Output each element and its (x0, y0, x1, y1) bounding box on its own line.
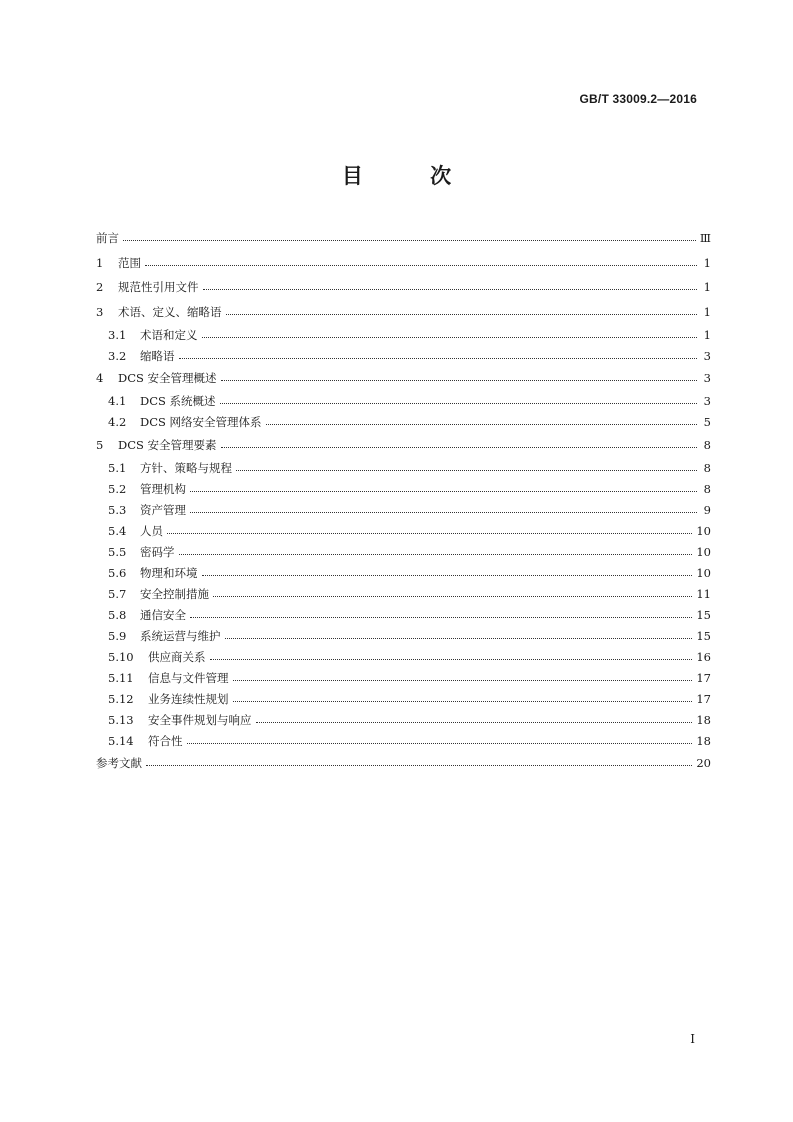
toc-entry[interactable] (96, 300, 711, 325)
toc-entry[interactable] (96, 499, 711, 520)
dot-leader (226, 313, 698, 315)
table-of-contents (96, 226, 711, 776)
toc-entry-page: 1 (703, 304, 711, 319)
dot-leader (203, 288, 698, 290)
dot-leader (145, 264, 697, 266)
toc-entry-title: DCS 网络安全管理体系 (140, 415, 262, 429)
toc-entry[interactable] (96, 562, 711, 583)
dot-leader (187, 742, 693, 744)
dot-leader (123, 239, 696, 241)
dot-leader (220, 402, 697, 404)
toc-entry-title: 资产管理 (140, 502, 186, 517)
toc-entry-page: 9 (703, 502, 711, 517)
toc-entry-page: Ⅲ (699, 231, 711, 246)
toc-entry[interactable] (96, 688, 711, 709)
toc-entry[interactable] (96, 478, 711, 499)
toc-entry[interactable] (96, 433, 711, 458)
toc-entry-title: 术语、定义、缩略语 (118, 304, 222, 319)
toc-entry[interactable] (96, 366, 711, 391)
toc-entry-page: 3 (703, 348, 711, 363)
toc-entry-number: 4.2 (108, 415, 127, 429)
toc-entry[interactable] (96, 667, 711, 688)
toc-entry-title: 规范性引用文件 (118, 280, 199, 295)
toc-entry-title: 缩略语 (140, 348, 175, 363)
toc-entry[interactable] (96, 625, 711, 646)
toc-entry-title: 安全控制措施 (140, 586, 209, 601)
toc-entry-page: 15 (696, 607, 711, 622)
toc-entry-title: 管理机构 (140, 481, 186, 496)
toc-entry-title: 前言 (96, 231, 119, 246)
toc-title: 目 次 (341, 164, 482, 188)
toc-entry[interactable] (96, 251, 711, 276)
toc-entry-page: 10 (696, 544, 711, 559)
toc-entry-page: 5 (703, 415, 711, 429)
toc-entry-number: 5.6 (108, 565, 127, 580)
toc-entry-number: 5.7 (108, 586, 127, 601)
toc-entry-title: 安全事件规划与响应 (148, 712, 252, 727)
toc-entry-number: 5.4 (108, 523, 127, 538)
toc-entry-page: 10 (696, 523, 711, 538)
toc-entry-title: 通信安全 (140, 607, 186, 622)
toc-entry-title: 密码学 (140, 544, 175, 559)
toc-entry-page: 16 (696, 649, 711, 664)
toc-entry-number: 3.1 (108, 327, 127, 342)
toc-entry-title: 参考文献 (96, 756, 142, 771)
toc-entry-number: 3.2 (108, 348, 127, 363)
dot-leader (210, 658, 693, 660)
toc-entry-page: 18 (696, 733, 711, 748)
toc-entry-page: 17 (696, 670, 711, 685)
toc-entry-page: 8 (703, 460, 711, 475)
toc-entry-title: DCS 安全管理要素 (118, 437, 217, 452)
toc-entry[interactable] (96, 751, 711, 776)
dot-leader (233, 700, 693, 702)
page-number: I (690, 1032, 695, 1046)
toc-entry-title: 系统运营与维护 (140, 628, 221, 643)
toc-entry-number: 5.12 (108, 691, 134, 706)
dot-leader (213, 595, 692, 597)
toc-entry[interactable] (96, 730, 711, 751)
toc-entry[interactable] (96, 604, 711, 625)
toc-entry-title: 人员 (140, 523, 163, 538)
toc-entry-number: 5.3 (108, 502, 127, 517)
toc-entry-page: 1 (703, 280, 711, 295)
toc-entry-title: 物理和环境 (140, 565, 198, 580)
toc-entry-number: 4 (96, 371, 104, 386)
toc-entry-title: 范围 (118, 255, 141, 270)
toc-entry[interactable] (96, 412, 711, 433)
toc-entry-number: 4.1 (108, 394, 127, 408)
toc-entry-page: 3 (703, 394, 711, 408)
toc-entry-page: 8 (703, 437, 711, 452)
toc-entry-page: 15 (696, 628, 711, 643)
toc-entry-number: 5.14 (108, 733, 134, 748)
toc-entry-page: 3 (703, 371, 711, 386)
dot-leader (167, 532, 692, 534)
dot-leader (202, 336, 698, 338)
toc-entry-page: 1 (703, 327, 711, 342)
toc-entry-number: 5.5 (108, 544, 127, 559)
toc-entry-page: 20 (696, 756, 711, 771)
toc-entry-title: 方针、策略与规程 (140, 460, 232, 475)
toc-entry[interactable] (96, 646, 711, 667)
toc-entry[interactable] (96, 391, 711, 412)
toc-entry-title: 业务连续性规划 (148, 691, 229, 706)
toc-entry-number: 2 (96, 280, 104, 295)
toc-entry-title: 术语和定义 (140, 327, 198, 342)
toc-entry-title: 符合性 (148, 733, 183, 748)
standard-code: GB/T 33009.2—2016 (579, 92, 697, 106)
dot-leader (225, 637, 693, 639)
toc-entry-page: 10 (696, 565, 711, 580)
toc-entry-number: 5.13 (108, 712, 134, 727)
toc-entry-number: 5.10 (108, 649, 134, 664)
toc-entry-number: 3 (96, 304, 104, 319)
toc-entry-page: 1 (703, 255, 711, 270)
toc-entry[interactable] (96, 275, 711, 300)
dot-leader (202, 574, 693, 576)
dot-leader (179, 553, 693, 555)
toc-entry[interactable] (96, 226, 711, 251)
toc-entry-number: 5.9 (108, 628, 127, 643)
dot-leader (233, 679, 693, 681)
dot-leader (146, 764, 692, 766)
toc-entry-page: 18 (696, 712, 711, 727)
dot-leader (236, 469, 697, 471)
toc-entry[interactable] (96, 457, 711, 478)
toc-entry-title: DCS 安全管理概述 (118, 371, 217, 386)
dot-leader (179, 357, 698, 359)
toc-entry-page: 17 (696, 691, 711, 706)
toc-entry[interactable] (96, 345, 711, 366)
dot-leader (221, 379, 697, 381)
dot-leader (256, 721, 693, 723)
dot-leader (190, 511, 697, 513)
toc-entry-number: 5.1 (108, 460, 127, 475)
toc-entry-title: 信息与文件管理 (148, 670, 229, 685)
toc-entry-number: 1 (96, 255, 104, 270)
toc-entry-number: 5.11 (108, 670, 134, 685)
toc-entry-title: 供应商关系 (148, 649, 206, 664)
toc-entry[interactable] (96, 709, 711, 730)
toc-entry[interactable] (96, 583, 711, 604)
dot-leader (221, 446, 697, 448)
toc-entry[interactable] (96, 520, 711, 541)
dot-leader (190, 490, 697, 492)
dot-leader (266, 423, 697, 425)
dot-leader (190, 616, 692, 618)
toc-entry-page: 11 (696, 586, 711, 601)
toc-entry-page: 8 (703, 481, 711, 496)
toc-entry[interactable] (96, 541, 711, 562)
toc-entry[interactable] (96, 324, 711, 345)
toc-entry-number: 5.8 (108, 607, 127, 622)
toc-entry-number: 5 (96, 437, 104, 452)
toc-entry-title: DCS 系统概述 (140, 394, 216, 408)
toc-entry-number: 5.2 (108, 481, 127, 496)
